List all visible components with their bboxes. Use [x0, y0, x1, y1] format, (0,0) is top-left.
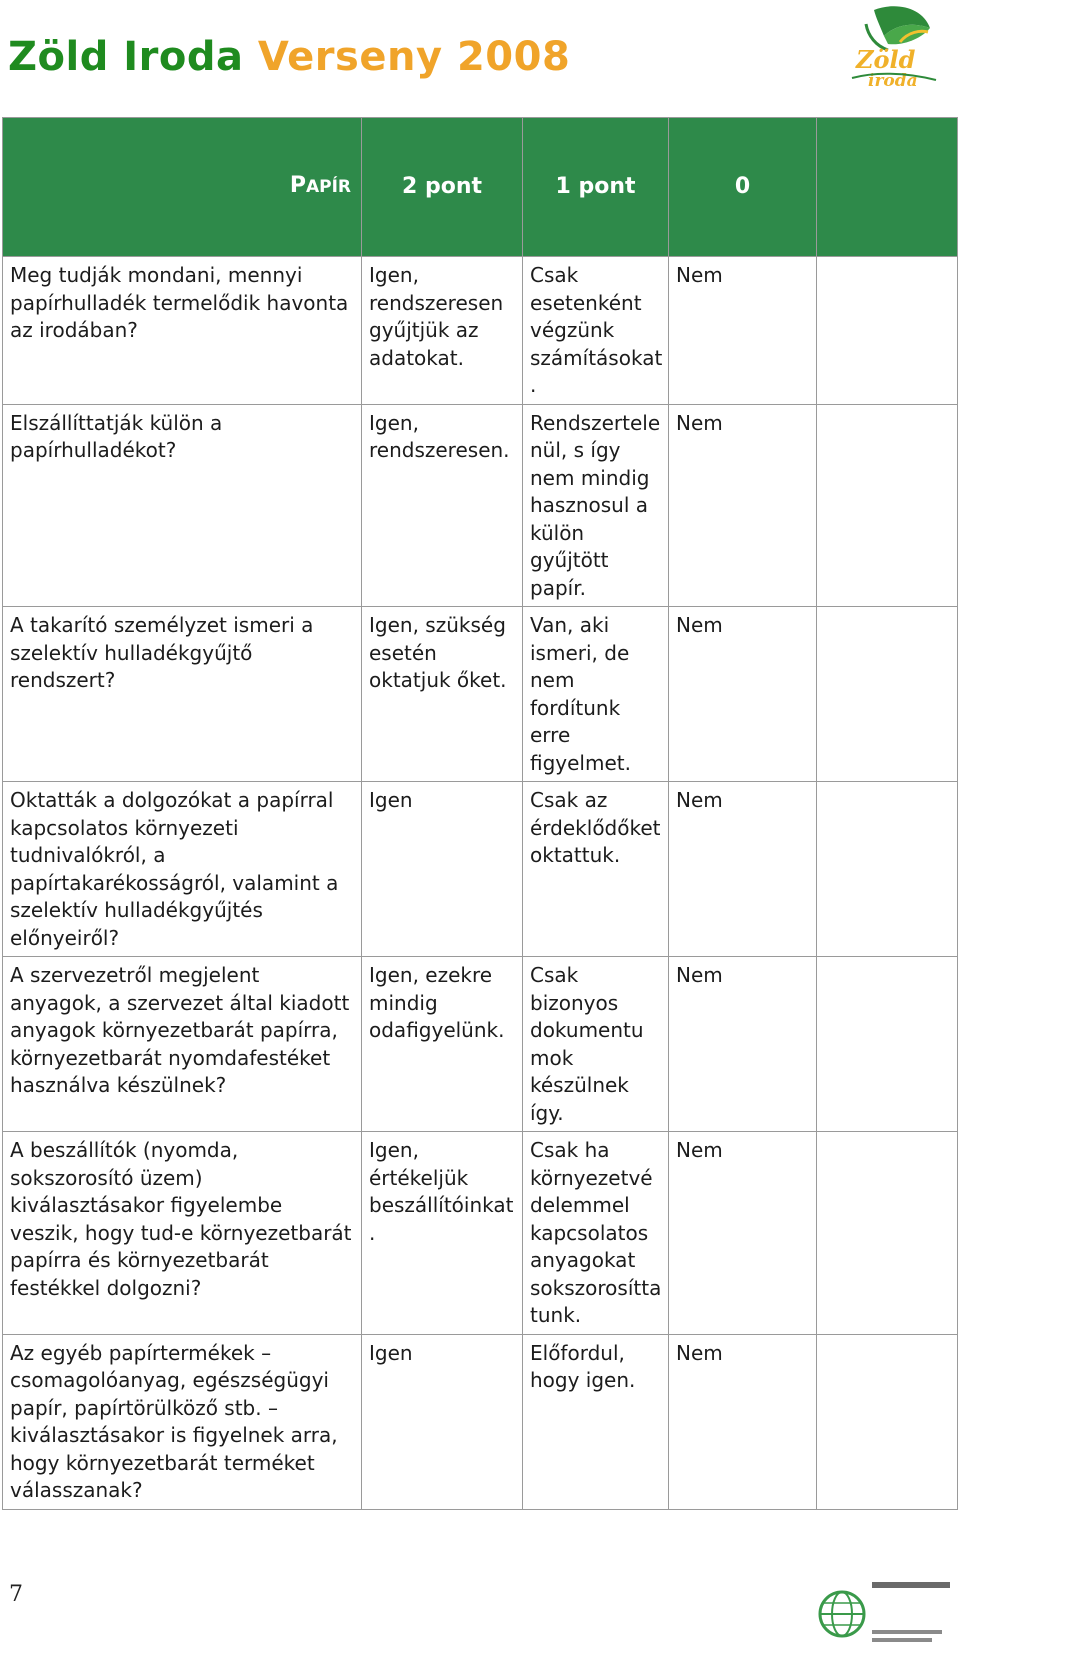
title-part1: Zöld Iroda [8, 34, 244, 80]
table-row [3, 257, 958, 405]
svg-text:Zöld: Zöld [856, 45, 916, 74]
two-points-cell: Igen [362, 1334, 523, 1509]
question-cell: Meg tudják mondani, mennyi papírhulladék termelődik havonta az irodában? [3, 257, 362, 405]
kovet-globe-logo-icon [808, 1576, 956, 1648]
table-row [3, 1132, 958, 1335]
question-cell: A takarító személyzet ismeri a szelektív hulladékgyűjtő rendszert? [3, 607, 362, 782]
empty-cell [817, 957, 958, 1132]
zero-cell: Nem [669, 782, 817, 957]
two-points-cell: Igen, szükség esetén oktatjuk őket. [362, 607, 523, 782]
header-two-points: 2 pont [362, 118, 523, 257]
header-row: PAPÍR 2 pont 1 pont 0 Ránk ez nem vonatkozi k [3, 118, 958, 257]
zero-cell: Nem [669, 257, 817, 405]
page-number: 7 [9, 1582, 23, 1607]
empty-cell [817, 1132, 958, 1335]
one-point-cell: Csak bizonyos dokumentu mok készülnek így. [523, 957, 669, 1132]
leaf-logo-icon [844, 2, 944, 94]
table-row [3, 607, 958, 782]
empty-cell [817, 782, 958, 957]
question-cell: A beszállítók (nyomda, sokszorosító üzem) kiválasztásakor figyelembe veszik, hogy tud-e környezetbarát papírra és környezetbarát festékkel dolgozni? [3, 1132, 362, 1335]
two-points-cell: Igen, ezekre mindig odafigyelünk. [362, 957, 523, 1132]
zero-cell: Nem [669, 404, 817, 607]
question-cell: Az egyéb papírtermékek – csomagolóanyag, egészségügyi papír, papírtörülköző stb. – kiválasztásakor is figyelnek arra, hogy környezetbarát terméket válasszanak? [3, 1334, 362, 1509]
empty-cell [817, 404, 958, 607]
two-points-cell: Igen, rendszeresen gyűjtjük az adatokat. [362, 257, 523, 405]
table-row [3, 1334, 958, 1509]
paper-scoring-table [2, 117, 1078, 1510]
zero-cell: Nem [669, 1334, 817, 1509]
one-point-cell: Rendszertele nül, s így nem mindig hasznosul a külön gyűjtött papír. [523, 404, 669, 607]
title-part2: Verseny 2008 [257, 34, 571, 80]
one-point-cell: Előfordul, hogy igen. [523, 1334, 669, 1509]
one-point-cell: Csak esetenként végzünk számításokat . [523, 257, 669, 405]
zero-cell: Nem [669, 957, 817, 1132]
two-points-cell: Igen, rendszeresen. [362, 404, 523, 607]
empty-cell [817, 1334, 958, 1509]
empty-cell [817, 257, 958, 405]
question-cell: Oktatták a dolgozókat a papírral kapcsolatos környezeti tudnivalókról, a papírtakarékosságról, valamint a szelektív hulladékgyűjtés előnyeiről? [3, 782, 362, 957]
zero-cell: Nem [669, 1132, 817, 1335]
page-title [8, 34, 570, 80]
header-paper: PAPÍR [3, 118, 362, 257]
header-zero: 0 [669, 118, 817, 257]
question-cell: A szervezetről megjelent anyagok, a szervezet által kiadott anyagok környezetbarát papírra, környezetbarát nyomdafestéket használva készülnek? [3, 957, 362, 1132]
two-points-cell: Igen, értékeljük beszállítóinkat . [362, 1132, 523, 1335]
header-empty [817, 118, 958, 257]
zero-cell: Nem [669, 607, 817, 782]
empty-cell [817, 607, 958, 782]
table-row [3, 404, 958, 607]
table-row [3, 957, 958, 1132]
two-points-cell: Igen [362, 782, 523, 957]
one-point-cell: Van, aki ismeri, de nem fordítunk erre figyelmet. [523, 607, 669, 782]
table-row [3, 782, 958, 957]
one-point-cell: Csak az érdeklődőket oktattuk. [523, 782, 669, 957]
svg-text:iroda: iroda [868, 71, 918, 91]
one-point-cell: Csak ha környezetvé delemmel kapcsolatos anyagokat sokszorosítta tunk. [523, 1132, 669, 1335]
header-one-point: 1 pont [523, 118, 669, 257]
question-cell: Elszállíttatják külön a papírhulladékot? [3, 404, 362, 607]
